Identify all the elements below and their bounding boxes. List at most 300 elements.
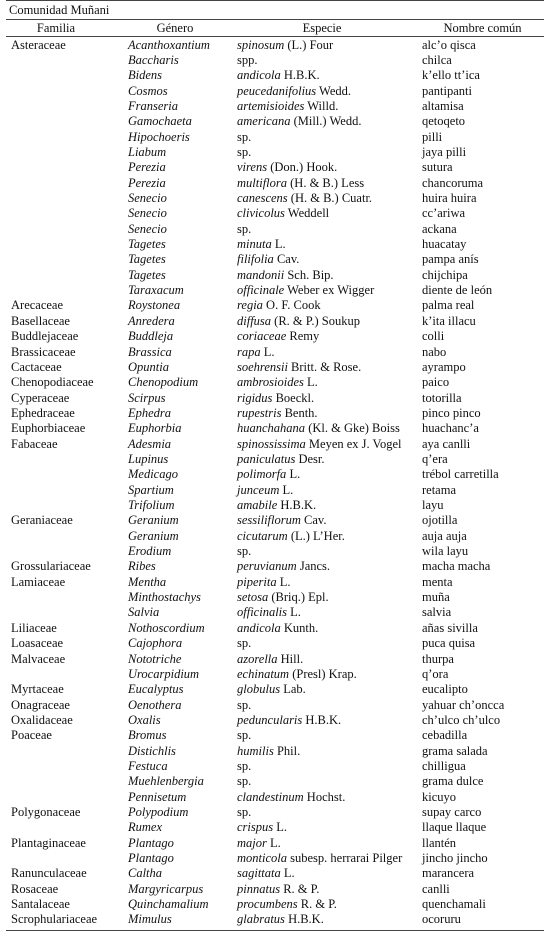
especie-cell	[237, 191, 372, 206]
especie-cell	[237, 53, 258, 68]
especie-cell	[237, 206, 329, 221]
table-row	[0, 590, 550, 605]
nombre-comun-cell: aya canlli	[422, 436, 471, 451]
especie-epithet: amabile	[237, 498, 278, 512]
especie-cell	[237, 298, 321, 313]
especie-cell	[237, 605, 301, 620]
table-row	[0, 682, 550, 697]
especie-author: L.	[279, 482, 294, 497]
familia-cell: Plantaginaceae	[11, 835, 86, 850]
especie-cell	[237, 421, 400, 436]
especie-epithet: paniculatus	[237, 451, 296, 466]
nombre-comun-cell: muña	[422, 590, 450, 605]
especie-cell	[237, 836, 281, 851]
table-caption: Comunidad Muñani	[9, 3, 110, 17]
especie-cell	[237, 329, 319, 344]
table-row	[0, 114, 550, 129]
genero-cell: Lupinus	[128, 451, 169, 466]
nombre-comun-cell: qetoqeto	[422, 114, 466, 129]
table-row	[0, 836, 550, 851]
genero-cell: Pennisetum	[128, 789, 187, 804]
genero-cell: Hipochoeris	[128, 129, 190, 144]
nombre-comun-cell: sutura	[422, 160, 453, 175]
nombre-comun-cell: canlli	[422, 881, 450, 896]
familia-cell: Liliaceae	[11, 620, 57, 635]
nombre-comun-cell: huira huira	[422, 191, 477, 205]
especie-cell	[237, 790, 345, 805]
table-row	[0, 790, 550, 805]
table-row	[0, 513, 550, 528]
especie-cell	[237, 636, 251, 651]
especie-author: (Don.) Hook.	[267, 160, 338, 175]
genero-cell: Scirpus	[128, 390, 166, 405]
table-row	[0, 53, 550, 68]
nombre-comun-cell: palma real	[422, 298, 475, 313]
genero-cell: Spartium	[128, 482, 174, 497]
nombre-comun-cell: alc’o qisca	[422, 37, 476, 52]
familia-cell: Basellaceae	[11, 313, 70, 328]
table-row	[0, 237, 550, 252]
table-row	[0, 483, 550, 498]
familia-cell: Chenopodiaceae	[11, 375, 94, 390]
nombre-comun-cell: paico	[422, 375, 450, 390]
especie-author: L.	[280, 866, 295, 881]
genero-cell: Trifolium	[128, 498, 175, 512]
top-rule	[6, 0, 544, 1]
especie-epithet: artemisioides	[237, 98, 305, 113]
table-row	[0, 437, 550, 452]
table-row	[0, 206, 550, 221]
especie-author: L.	[303, 375, 318, 390]
especie-author: Kunth.	[280, 620, 319, 635]
especie-cell	[237, 314, 360, 329]
especie-epithet: spinossissima	[237, 436, 306, 451]
especie-author: Benth.	[281, 405, 318, 420]
familia-cell: Polygonaceae	[11, 805, 81, 819]
especie-cell	[237, 529, 345, 544]
familia-cell: Geraniaceae	[11, 513, 73, 528]
table-row	[0, 283, 550, 298]
table-row	[0, 621, 550, 636]
table-row	[0, 805, 550, 820]
especie-author: L.	[266, 835, 281, 850]
especie-author: (Mill.) Wedd.	[290, 114, 362, 129]
table-row	[0, 191, 550, 206]
especie-cell	[237, 38, 333, 53]
genero-cell: Oxalis	[128, 712, 161, 727]
especie-cell	[237, 759, 251, 774]
table-row	[0, 652, 550, 667]
especie-cell	[237, 160, 337, 175]
table-row	[0, 636, 550, 651]
especie-author: L.	[260, 344, 275, 359]
table-row	[0, 744, 550, 759]
genero-cell: Nothoscordium	[128, 620, 205, 635]
especie-epithet: sagittata	[237, 866, 281, 881]
familia-cell: Lamiaceae	[11, 574, 66, 589]
genero-cell: Geranium	[128, 528, 179, 543]
table-row	[0, 851, 550, 866]
nombre-comun-cell: k’ello tt’ica	[422, 68, 480, 83]
nombre-comun-cell: macha macha	[422, 559, 491, 574]
nombre-comun-cell: jincho jincho	[422, 851, 488, 866]
familia-cell: Brassicaceae	[11, 344, 76, 359]
especie-cell	[237, 130, 251, 145]
especie-cell	[237, 99, 338, 114]
genero-cell: Ephedra	[128, 405, 172, 420]
familia-cell: Oxalidaceae	[11, 712, 73, 727]
table-row	[0, 298, 550, 313]
genero-cell: Senecio	[128, 191, 167, 205]
especie-cell	[237, 283, 374, 298]
nombre-comun-cell: ocoruru	[422, 912, 461, 927]
especie-cell	[237, 866, 295, 881]
genero-cell: Chenopodium	[128, 375, 199, 390]
table-row	[0, 145, 550, 160]
especie-cell	[237, 590, 329, 605]
especie-cell	[237, 68, 320, 83]
especie-author: (H. & B.) Cuatr.	[287, 191, 373, 205]
familia-cell: Fabaceae	[11, 436, 58, 451]
genero-cell: Geranium	[128, 513, 179, 528]
genero-cell: Opuntia	[128, 359, 169, 374]
genero-cell: Mimulus	[128, 912, 172, 927]
genero-cell: Eucalyptus	[128, 682, 184, 697]
table-row	[0, 345, 550, 360]
especie-cell	[237, 345, 275, 360]
table-row	[0, 897, 550, 912]
table-row	[0, 314, 550, 329]
especie-author: R. & P.	[280, 881, 320, 896]
especie-author: (Kl. & Gke) Boiss	[305, 421, 400, 436]
genero-cell: Euphorbia	[128, 421, 182, 436]
especie-epithet: sessiliflorum	[237, 513, 301, 528]
nombre-comun-cell: cebadilla	[422, 728, 468, 743]
especie-epithet: humilis	[237, 743, 274, 758]
nombre-comun-cell: salvia	[422, 605, 452, 620]
especie-cell	[237, 882, 319, 897]
familia-cell: Rosaceae	[11, 881, 59, 896]
especie-author: Cav.	[300, 513, 327, 528]
especie-author: R. & P.	[297, 897, 337, 912]
nombre-comun-cell: auja auja	[422, 528, 467, 543]
table-row	[0, 176, 550, 191]
especie-epithet: officinalis	[237, 605, 287, 620]
table-row	[0, 698, 550, 713]
table-row	[0, 467, 550, 482]
nombre-comun-cell: llantén	[422, 835, 457, 850]
especie-cell	[237, 621, 318, 636]
familia-cell: Buddlejaceae	[11, 329, 79, 344]
especie-epithet: officinale	[237, 283, 285, 298]
especie-author: Weber ex Wigger	[284, 283, 375, 298]
familia-cell: Asteraceae	[11, 37, 66, 52]
especie-epithet: rigidus	[237, 390, 273, 405]
especie-epithet: ambrosioides	[237, 375, 304, 390]
especie-author: (Presl) Krap.	[289, 666, 357, 681]
genero-cell: Buddleja	[128, 329, 174, 344]
especie-cell	[237, 222, 251, 237]
especie-cell	[237, 375, 318, 390]
bottom-rule	[6, 930, 544, 931]
nombre-comun-cell: menta	[422, 574, 453, 589]
nombre-comun-cell: chijchipa	[422, 267, 468, 282]
especie-cell	[237, 820, 287, 835]
especie-author: sp.	[237, 544, 252, 559]
table-row	[0, 421, 550, 436]
genero-cell: Tagetes	[128, 252, 166, 267]
table-row	[0, 544, 550, 559]
nombre-comun-cell: ayrampo	[422, 359, 466, 374]
especie-cell	[237, 652, 303, 667]
nombre-comun-cell: puca quisa	[422, 636, 476, 651]
table-row	[0, 820, 550, 835]
especie-author: sp.	[237, 129, 252, 144]
header-especie: Especie	[302, 21, 342, 35]
especie-epithet: spinosum	[237, 37, 285, 52]
especie-author: Britt. & Rose.	[287, 359, 362, 374]
nombre-comun-cell: grama salada	[422, 743, 488, 758]
nombre-comun-cell: k’ita illacu	[422, 313, 476, 328]
especie-cell	[237, 513, 326, 528]
especie-cell	[237, 252, 299, 267]
especie-epithet: virens	[237, 160, 268, 175]
especie-epithet: peduncularis	[237, 712, 303, 727]
nombre-comun-cell: añas sivilla	[422, 620, 478, 635]
genero-cell: Caltha	[128, 866, 163, 881]
genero-cell: Salvia	[128, 605, 160, 620]
especie-epithet: minuta	[237, 237, 272, 252]
nombre-comun-cell: grama dulce	[422, 774, 484, 789]
especie-epithet: peucedanifolius	[237, 83, 317, 98]
especie-epithet: americana	[237, 114, 291, 129]
table-row	[0, 452, 550, 467]
especie-epithet: clivicolus	[237, 206, 285, 221]
nombre-comun-cell: colli	[422, 329, 445, 344]
nombre-comun-cell: ojotilla	[422, 513, 458, 528]
especie-epithet: huanchahana	[237, 421, 306, 436]
especie-author: sp.	[237, 758, 252, 773]
genero-cell: Ribes	[128, 559, 156, 574]
especie-epithet: cicutarum	[237, 528, 288, 543]
especie-epithet: pinnatus	[237, 881, 281, 896]
especie-epithet: setosa	[237, 590, 269, 605]
especie-author: sp.	[237, 728, 252, 743]
especie-author: Hochst.	[303, 789, 346, 804]
familia-cell: Santalaceae	[11, 897, 70, 912]
table-row	[0, 375, 550, 390]
genero-cell: Taraxacum	[128, 283, 184, 298]
genero-cell: Erodium	[128, 544, 172, 559]
especie-epithet: rupestris	[237, 405, 282, 420]
especie-author: Phil.	[273, 743, 301, 758]
table-row	[0, 360, 550, 375]
especie-cell	[237, 268, 334, 283]
nombre-comun-cell: quenchamali	[422, 897, 486, 912]
especie-author: L.	[286, 467, 301, 482]
genero-cell: Acanthoxantium	[128, 37, 210, 52]
table-row	[0, 912, 550, 927]
familia-cell: Onagraceae	[11, 697, 70, 712]
table-row	[0, 774, 550, 789]
especie-author: O. F. Cook	[262, 298, 321, 313]
especie-cell	[237, 544, 251, 559]
especie-epithet: andicola	[237, 620, 281, 635]
especie-author: (L.) Four	[284, 37, 334, 52]
genero-cell: Brassica	[128, 344, 172, 359]
especie-cell	[237, 145, 251, 160]
genero-cell: Urocarpidium	[128, 666, 200, 681]
genero-cell: Cosmos	[128, 83, 168, 98]
table-row	[0, 559, 550, 574]
especie-epithet: echinatum	[237, 666, 290, 681]
familia-cell: Myrtaceae	[11, 682, 64, 697]
especie-author: (L.) L’Her.	[287, 528, 345, 543]
especie-epithet: diffusa	[237, 313, 272, 328]
especie-epithet: rapa	[237, 344, 261, 359]
especie-epithet: globulus	[237, 682, 281, 697]
especie-author: subesp. herrarai Pilger	[287, 851, 403, 866]
especie-author: sp.	[237, 697, 252, 712]
familia-cell: Grossulariaceae	[11, 559, 91, 574]
especie-author: Hill.	[277, 651, 304, 666]
especie-epithet: canescens	[237, 191, 288, 205]
nombre-comun-cell: jaya pilli	[422, 144, 467, 159]
genero-cell: Plantago	[128, 835, 174, 850]
nombre-comun-cell: pantipanti	[422, 83, 472, 98]
nombre-comun-cell: marancera	[422, 866, 475, 881]
especie-author: Willd.	[304, 98, 339, 113]
familia-cell: Euphorbiaceae	[11, 421, 86, 436]
especie-cell	[237, 698, 251, 713]
especie-cell	[237, 912, 324, 927]
especie-epithet: major	[237, 835, 267, 850]
table-row	[0, 713, 550, 728]
nombre-comun-cell: altamisa	[422, 98, 464, 113]
especie-cell	[237, 897, 337, 912]
genero-cell: Baccharis	[128, 52, 179, 67]
especie-author: sp.	[237, 144, 252, 159]
genero-cell: Margyricarpus	[128, 881, 204, 896]
nombre-comun-cell: supay carco	[422, 805, 482, 819]
especie-cell	[237, 437, 402, 452]
especie-author: Jancs.	[296, 559, 331, 574]
genero-cell: Nototriche	[128, 651, 182, 666]
familia-cell: Malvaceae	[11, 651, 66, 666]
especie-epithet: mandonii	[237, 267, 285, 282]
nombre-comun-cell: ch’ulco ch’ulco	[422, 712, 501, 727]
nombre-comun-cell: huachanc’a	[422, 421, 479, 436]
genero-cell: Bidens	[128, 68, 163, 83]
genero-cell: Senecio	[128, 206, 167, 221]
especie-cell	[237, 391, 314, 406]
especie-author: H.B.K.	[284, 912, 324, 927]
especie-author: (Briq.) Epl.	[268, 590, 329, 605]
genero-cell: Anredera	[128, 313, 175, 328]
genero-cell: Liabum	[128, 144, 167, 159]
nombre-comun-cell: llaque llaque	[422, 820, 487, 835]
nombre-comun-cell: pilli	[422, 129, 443, 144]
especie-cell	[237, 559, 330, 574]
nombre-comun-cell: diente de león	[422, 283, 493, 298]
especie-author: Meyen ex J. Vogel	[305, 436, 402, 451]
especie-epithet: monticola	[237, 851, 287, 866]
familia-cell: Cyperaceae	[11, 390, 70, 405]
genero-cell: Gamochaeta	[128, 114, 192, 129]
nombre-comun-cell: q’era	[422, 451, 448, 466]
especie-cell	[237, 774, 251, 789]
table-row	[0, 759, 550, 774]
especie-author: Cav.	[273, 252, 300, 267]
nombre-comun-cell: wila layu	[422, 544, 469, 559]
table-row	[0, 268, 550, 283]
familia-cell: Ephedraceae	[11, 405, 75, 420]
especie-epithet: procumbens	[237, 897, 298, 912]
especie-author: sp.	[237, 774, 252, 789]
especie-author: L.	[287, 605, 301, 620]
table-row	[0, 605, 550, 620]
genero-cell: Senecio	[128, 221, 167, 236]
especie-author: Wedd.	[316, 83, 352, 98]
table-row	[0, 391, 550, 406]
table-header	[0, 20, 550, 36]
especie-author: H.B.K.	[280, 68, 320, 83]
nombre-comun-cell: chilca	[422, 52, 452, 67]
especie-epithet: andicola	[237, 68, 281, 83]
especie-cell	[237, 452, 325, 467]
nombre-comun-cell: pinco pinco	[422, 405, 481, 420]
genero-cell: Quinchamalium	[128, 897, 209, 912]
table-row	[0, 498, 550, 513]
nombre-comun-cell: trébol carretilla	[422, 467, 499, 482]
especie-cell	[237, 360, 361, 375]
table-row	[0, 38, 550, 53]
table-row	[0, 667, 550, 682]
genero-cell: Mentha	[128, 574, 167, 589]
header-genero: Género	[156, 21, 194, 35]
table-row	[0, 252, 550, 267]
table-row	[0, 68, 550, 83]
especie-author: L.	[276, 574, 291, 589]
header-nombre-comun: Nombre común	[443, 21, 522, 35]
especie-author: Boeckl.	[272, 390, 315, 405]
nombre-comun-cell: pampa anís	[422, 252, 479, 267]
familia-cell: Loasaceae	[11, 636, 64, 651]
genero-cell: Perezia	[128, 160, 166, 175]
especie-author: (R. & P.) Soukup	[271, 313, 360, 328]
especie-cell	[237, 682, 306, 697]
genero-cell: Distichlis	[128, 743, 176, 758]
genero-cell: Franseria	[128, 98, 178, 113]
especie-cell	[237, 84, 351, 99]
familia-cell: Scrophulariaceae	[11, 912, 98, 927]
header-familia: Familia	[36, 21, 76, 35]
especie-author: (H. & B.) Less	[287, 175, 365, 190]
especie-epithet: piperita	[237, 574, 277, 589]
table-row	[0, 728, 550, 743]
especie-author: sp.	[237, 805, 252, 819]
especie-epithet: peruvianum	[237, 559, 297, 574]
table-row	[0, 99, 550, 114]
nombre-comun-cell: nabo	[422, 344, 447, 359]
especie-cell	[237, 237, 286, 252]
table-row	[0, 866, 550, 881]
especie-cell	[237, 114, 361, 129]
nombre-comun-cell: chancoruma	[422, 175, 484, 190]
especie-author: Weddell	[284, 206, 330, 221]
genero-cell: Cajophora	[128, 636, 183, 651]
nombre-comun-cell: kicuyo	[422, 789, 457, 804]
